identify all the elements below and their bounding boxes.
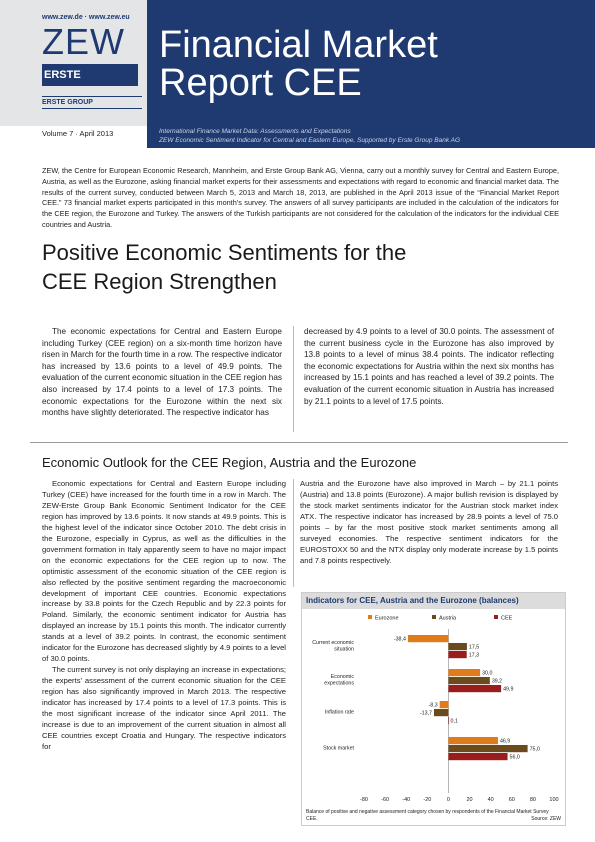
category-label-3-0: Stock market xyxy=(323,745,354,752)
category-label-0-0: Current economic xyxy=(312,639,354,646)
headline-line1: Positive Economic Sentiments for the xyxy=(42,240,407,265)
x-tick-label-6: 40 xyxy=(487,797,494,803)
body-left-paragraph1: Economic expectations for Central and Eastern Europe including Turkey (CEE) have increased for the fourth time in a row in March. The ZEW-Erste Group Bank Economic Sentiment Indicator for the CEE region has improved by 13.6 points. It now stands at 49.9 points. This is the highest level of the indicator since October 2010. The debt crisis in the Eurozone, especially in Cyprus, as well as the difficulties in the government formation in Italy apparently seem to have no major impact on the economic expectations for the CEE region up to now. The optimistic assessment of the economic situation of the CEE region is also reflected by the positive sentiment regarding the macroeconomic development of important CEE countries. Economic expectations increase by 33.8 points for the Czech Republic and by 22.3 points for Poland. Similarly, the economic sentiment indicator for Austria has displayed an increase by 15.1 points this month. The indicator currently stands at a level of 39.2 points. In contrast, the economic sentiment indicator for the Eurozone has decreased slightly by 4.9 points to a level of 30.0 points. xyxy=(42,479,286,664)
category-label-1-1: expectations xyxy=(324,680,354,687)
x-tick-label-9: 100 xyxy=(549,797,559,803)
lead-left-column: The economic expectations for Central and Eastern Europe including Turkey (CEE region) on a six-month time horizon have risen in March for the fourth time in a row. The respective indicator has increased by 13.6 points to a level of 49.9 points. The evaluation of the current economic situation in the CEE region has also increased by 17.4 points to a level of 17.3 points. The economic expectations for the Eurozone within the next six months have slightly deteriorated. The respective indicator has xyxy=(42,327,282,418)
data-label-3-0: 46,9 xyxy=(499,738,511,745)
x-tick-label-5: 20 xyxy=(466,797,473,803)
data-label-0-2: 17,3 xyxy=(468,652,480,659)
category-label-0-1: situation xyxy=(334,646,354,653)
bar-3-0 xyxy=(448,737,498,744)
subtitle-line2: ZEW Economic Sentiment Indicator for Central and Eastern Europe, Supported by Erste Group Bank AG xyxy=(159,137,461,144)
report-title-line1: Financial Market xyxy=(159,24,438,66)
x-tick-label-0: -80 xyxy=(360,797,368,803)
bar-0-2 xyxy=(448,651,466,658)
data-label-3-2: 56,0 xyxy=(509,754,520,761)
lead-right-column: decreased by 4.9 points to a level of 30.0 points. The assessment of the current business cycle in the Eurozone has also improved by 13.8 points to a level of minus 38.4 points. The indicator reflecting the economic expectations for Austria within the next six months has increased by 15.1 points and has reached a level of 39.2 points. The evaluation of the current economic situation in Austria has increased by 21.1 points to a level of 17.5 points. xyxy=(304,327,554,406)
bar-2-0 xyxy=(440,701,449,708)
data-label-1-2: 49,9 xyxy=(503,686,514,693)
x-tick-label-1: -60 xyxy=(381,797,390,803)
data-label-0-1: 17,5 xyxy=(468,644,480,651)
headline xyxy=(42,238,542,296)
volume-area xyxy=(0,0,147,140)
header-title-panel xyxy=(147,0,595,126)
bar-3-2 xyxy=(448,753,507,760)
legend-label-2: CEE xyxy=(501,615,513,622)
x-tick-label-7: 60 xyxy=(508,797,515,803)
body-column-divider xyxy=(293,479,294,587)
data-label-2-1: -13,7 xyxy=(419,710,432,717)
section-rule xyxy=(30,442,568,443)
chart-source: Source: ZEW xyxy=(531,815,561,822)
data-label-1-1: 39,2 xyxy=(491,678,503,685)
report-title xyxy=(159,26,438,102)
bar-2-2 xyxy=(448,717,449,724)
intro-paragraph: ZEW, the Centre for European Economic Research, Mannheim, and Erste Group Bank AG, Vienna, carry out a monthly survey for Central and Eastern Europe, Austria, as well as the Eurozone, asking financial market experts for their assessments and expectations with regard to economic and financial market data. The results of the current survey, conducted between March 5, 2013 and March 18, 2013, are published in the April 2013 issue of the “Financial Market Report CEE.” 73 financial market experts participated in this month’s survey. The answers of all survey participants are included in the calculation of the indicators for the CEE region, the Eurozone and Turkey. The answers of the Turkish participants are not considered for the calculation of the indicators for the individual CEE countries and Austria. xyxy=(42,166,559,229)
body-right-column: Austria and the Eurozone have also improved in March – by 21.1 points (Austria) and 13.8 points (Eurozone). A major bullish revision is displayed by the stock market sentiments indicator for the Austrian stock market index ATX. The respective indicator has increased by 28.9 points a level of 75.0 points – by far the most positive stock market sentiments among all surveyed economies. The respective sentiment indicators for the EUROSTOXX 50 and the NTX display only moderate increase by 1.5 points and 7.8 points respectively. xyxy=(300,479,558,565)
column-divider xyxy=(293,326,294,432)
zew-logo: ZEW xyxy=(42,21,125,62)
data-label-3-1: 75,0 xyxy=(529,746,540,753)
body-left-paragraph2: The current survey is not only displaying an increase in expectations; the experts’ assessment of the current economic situation for the CEE region has also significantly improved in March 2013. The respective indicator has increased by 17.4 points to a level of 17.3 points. This is the most significant increase of the indicator since April 2011. The increase is due to an improvement of the current situation in almost all CEE countries except Croatia and Hungary. The respective indicators for xyxy=(42,665,286,751)
chart-title: Indicators for CEE, Austria and the Eurozone (balances) xyxy=(302,593,565,609)
legend-label-0: Eurozone xyxy=(375,615,399,622)
report-title-line2: Report CEE xyxy=(159,62,362,104)
x-tick-label-3: -20 xyxy=(423,797,432,803)
legend-swatch-2 xyxy=(494,615,498,619)
legend-swatch-1 xyxy=(432,615,436,619)
x-tick-label-4: 0 xyxy=(446,797,450,803)
x-tick-label-2: -40 xyxy=(402,797,411,803)
bar-2-1 xyxy=(434,709,448,716)
subtitle-line1: International Finance Market Data: Assessments and Expectations xyxy=(159,128,351,135)
body-left-column xyxy=(42,479,286,753)
bar-0-0 xyxy=(408,635,449,642)
indicators-chart xyxy=(301,592,566,826)
data-label-0-0: -38,4 xyxy=(393,636,406,643)
legend-swatch-0 xyxy=(368,615,372,619)
chart-note: Balance of positive and negative assessment category chosen by respondents of the Financial Market Survey CEE. xyxy=(306,809,549,822)
website-url[interactable]: www.zew.de · www.zew.eu xyxy=(42,14,130,21)
bar-1-1 xyxy=(448,677,489,684)
data-label-2-2: 0,1 xyxy=(450,718,458,725)
data-label-1-0: 30,0 xyxy=(482,670,493,677)
x-tick-label-8: 80 xyxy=(529,797,536,803)
data-label-2-0: -8,3 xyxy=(428,702,438,709)
volume-label: Volume 7 · April 2013 xyxy=(42,129,114,138)
category-label-1-0: Economic xyxy=(330,673,354,680)
bar-0-1 xyxy=(448,643,466,650)
section-title: Economic Outlook for the CEE Region, Austria and the Eurozone xyxy=(42,455,417,470)
headline-line2: CEE Region Strengthen xyxy=(42,269,277,294)
chart-plot xyxy=(302,609,565,809)
category-label-2-0: Inflation rate xyxy=(324,709,354,716)
bar-1-0 xyxy=(448,669,480,676)
erste-group-label: ERSTE GROUP xyxy=(42,96,142,109)
bar-1-2 xyxy=(448,685,501,692)
legend-label-1: Austria xyxy=(439,615,457,622)
bar-3-1 xyxy=(448,745,527,752)
header-subtitle-band xyxy=(147,126,595,148)
erste-logo: ERSTE xyxy=(42,64,138,86)
